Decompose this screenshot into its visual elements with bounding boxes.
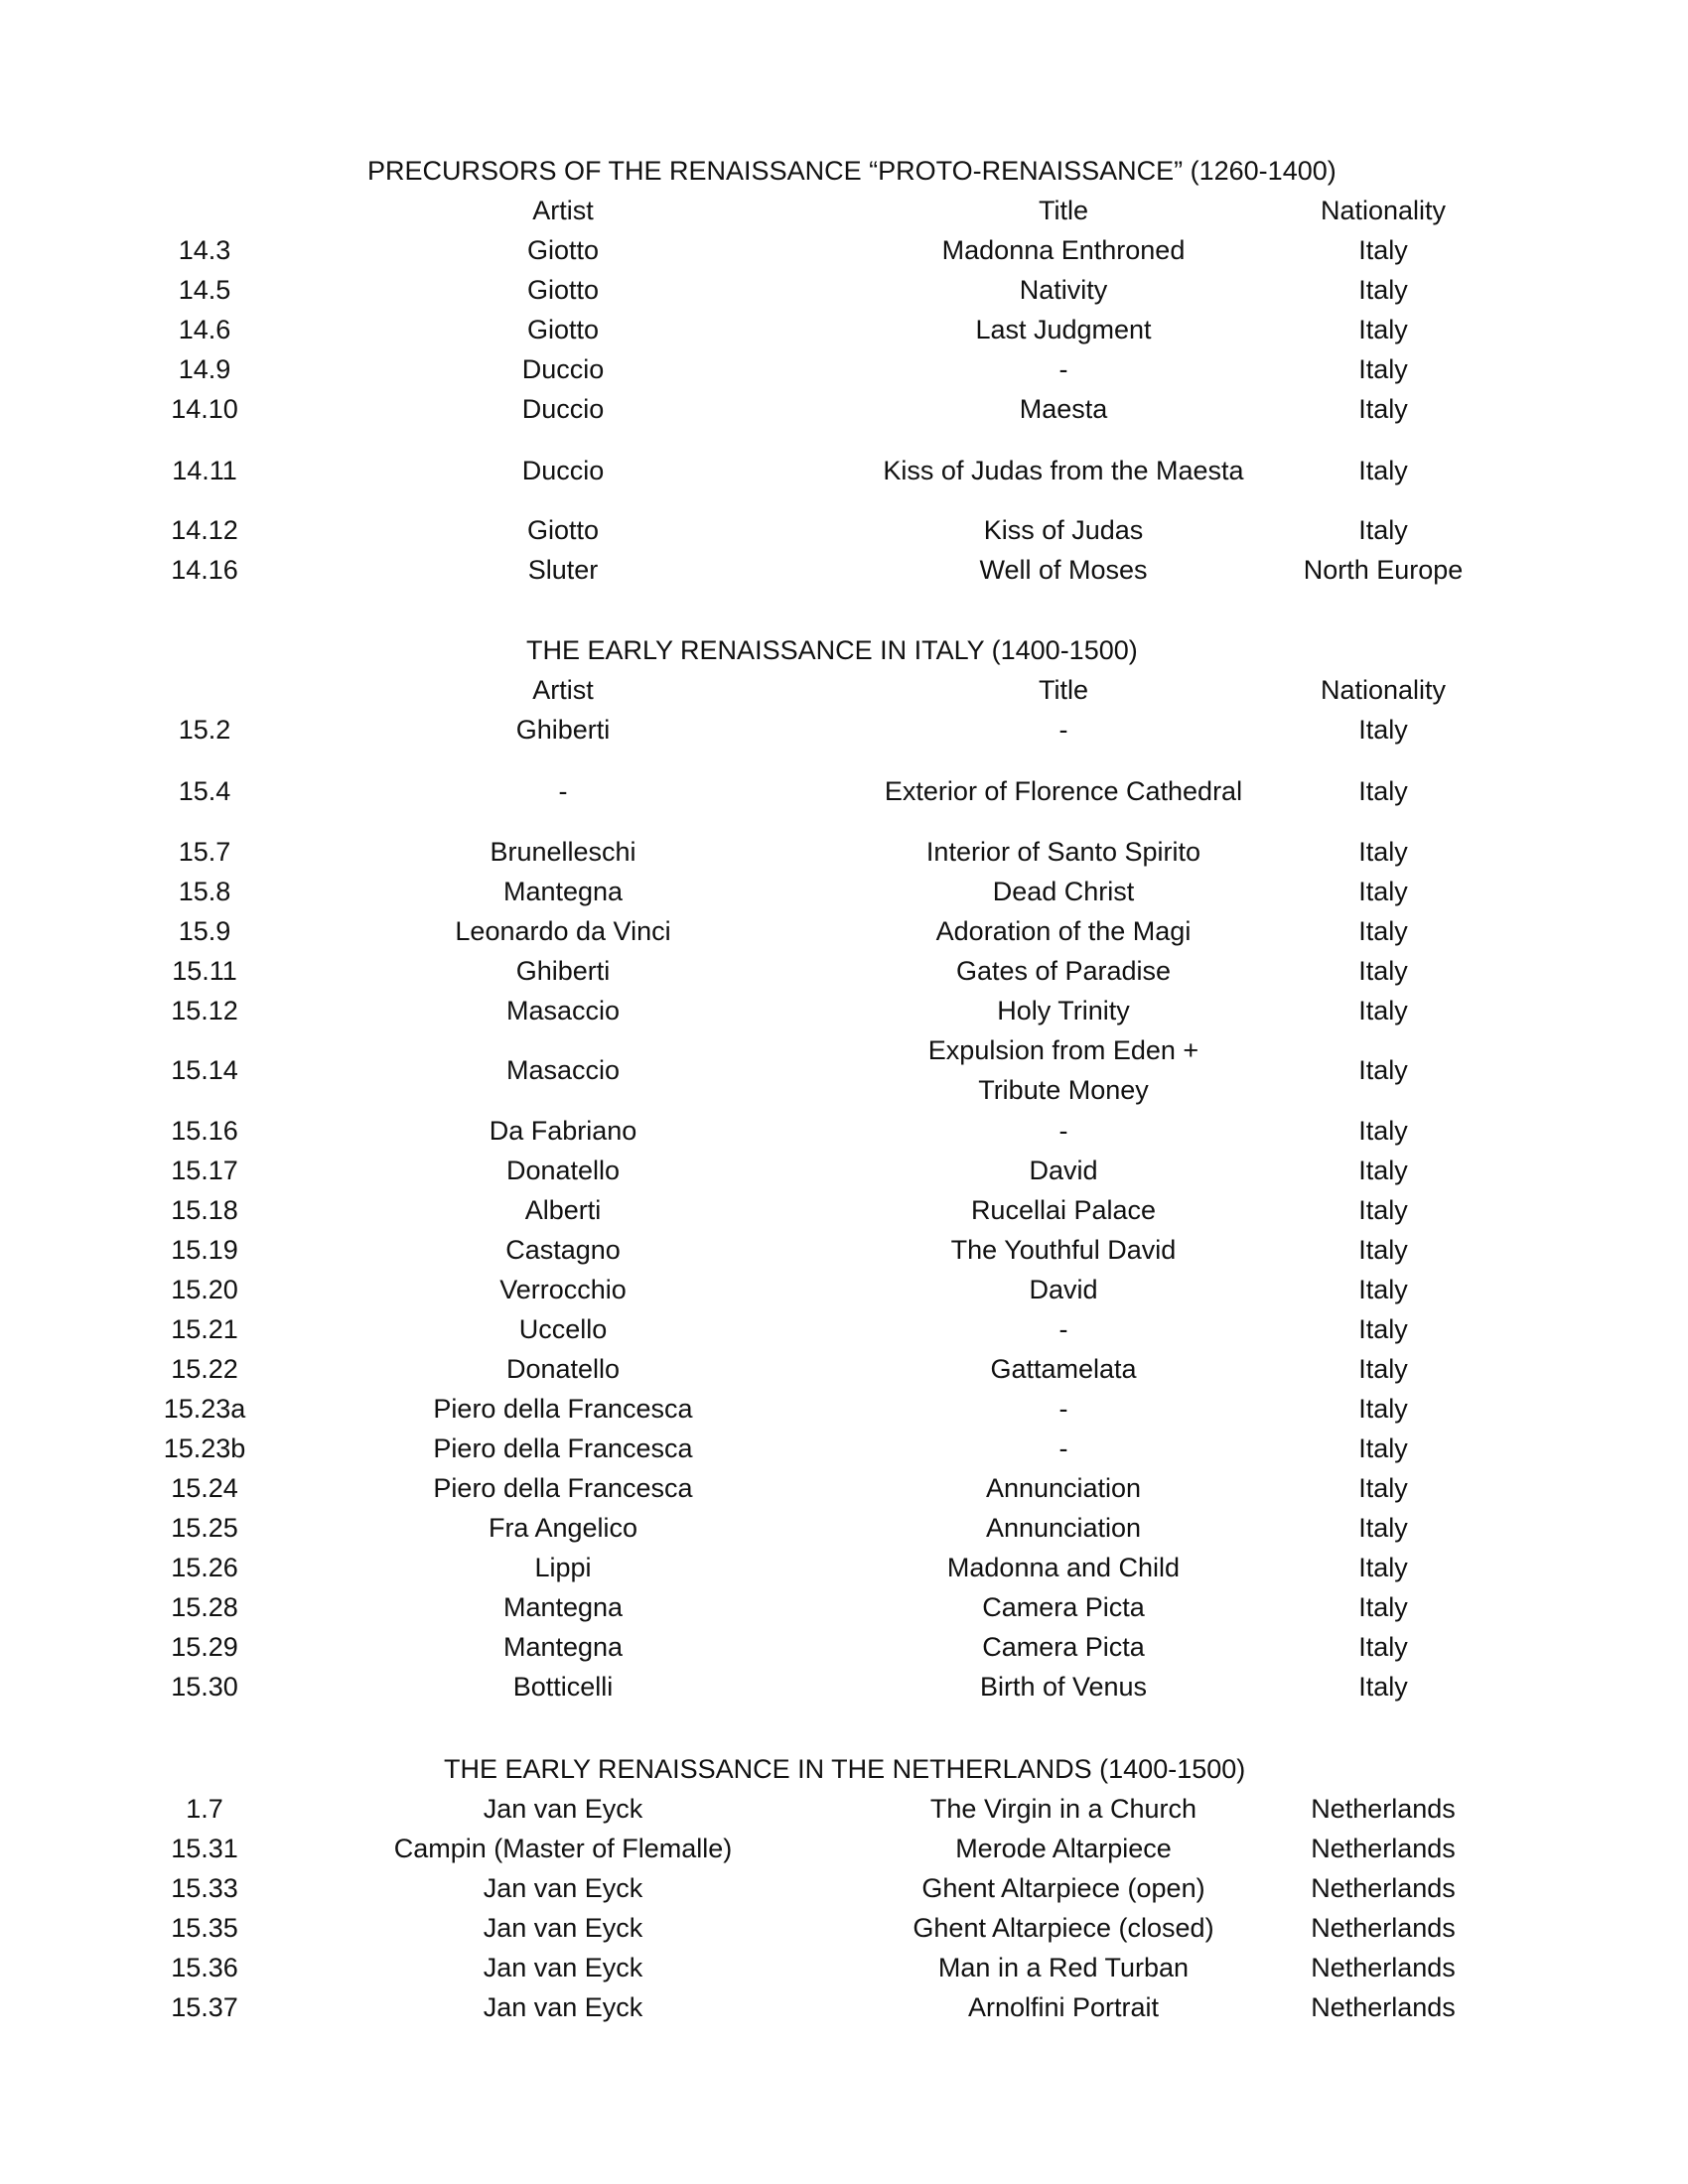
title-cell: Exterior of Florence Cathedral [884,776,1243,806]
section-title: THE EARLY RENAISSANCE IN ITALY (1400-1500) [526,635,1138,665]
nationality-cell: Italy [1358,315,1408,344]
title-cell: Kiss of Judas from the Maesta [883,456,1244,485]
figure-number: 14.11 [172,456,237,485]
nationality-cell: Italy [1358,1632,1408,1662]
title-cell: The Youthful David [950,1235,1177,1265]
artist-cell: Duccio [521,456,605,485]
table-row [0,1309,1688,1349]
table-row [0,431,1688,510]
figure-number: 14.5 [178,275,231,305]
artist-cell: Donatello [505,1354,621,1384]
title-cell: Ghent Altarpiece (open) [921,1873,1205,1903]
table-row [0,1429,1688,1468]
nationality-cell: Italy [1358,916,1408,946]
figure-number: 15.31 [171,1834,238,1863]
nationality-cell: Netherlands [1311,1913,1456,1943]
table-row [0,1508,1688,1548]
table-row [0,270,1688,310]
figure-number: 15.33 [171,1873,238,1903]
title-cell: David [1029,1275,1098,1304]
table-row [0,1868,1688,1908]
table-row [0,1230,1688,1270]
artist-cell: Donatello [505,1156,621,1185]
figure-number: 15.2 [178,715,231,745]
nationality-cell: Netherlands [1311,1953,1456,1982]
title-cell: Annunciation [985,1473,1142,1503]
nationality-cell: Netherlands [1311,1873,1456,1903]
figure-number: 15.21 [171,1314,238,1344]
nationality-cell: Italy [1358,1156,1408,1185]
title-cell: - [1058,1433,1068,1463]
nationality-cell: Italy [1358,837,1408,867]
artist-cell: Mantegna [502,1632,624,1662]
column-header-artist: Artist [532,675,594,705]
nationality-cell: Italy [1358,1195,1408,1225]
table-row [0,832,1688,872]
nationality-cell: Italy [1358,1672,1408,1702]
artist-cell: - [558,776,568,806]
title-cell: Expulsion from Eden + Tribute Money [927,1035,1199,1105]
nationality-cell: Italy [1358,956,1408,986]
figure-number: 15.24 [171,1473,238,1503]
artist-cell: Masaccio [505,1055,621,1085]
table-row [0,1548,1688,1587]
artist-cell: Giotto [526,235,600,265]
title-cell: Holy Trinity [997,996,1130,1025]
nationality-cell: Italy [1358,1116,1408,1146]
artist-cell: Jan van Eyck [483,1913,643,1943]
title-cell: The Virgin in a Church [929,1794,1197,1824]
title-cell: Camera Picta [982,1592,1145,1622]
table-row [0,1030,1688,1110]
title-cell: Kiss of Judas [983,515,1144,545]
table-row [0,1667,1688,1706]
figure-number: 14.16 [171,555,238,585]
figure-number: 15.30 [171,1672,238,1702]
column-header-nationality: Nationality [1320,675,1447,705]
artist-cell: Giotto [526,275,600,305]
nationality-cell: Netherlands [1311,1834,1456,1863]
table-row [0,1389,1688,1429]
nationality-cell: Italy [1358,354,1408,384]
figure-number: 15.12 [171,996,238,1025]
artist-cell: Sluter [527,555,599,585]
title-cell: Gattamelata [990,1354,1137,1384]
column-header-title: Title [1038,196,1088,225]
artist-cell: Ghiberti [515,956,611,986]
title-cell: Maesta [1019,394,1108,424]
nationality-cell: Italy [1358,1592,1408,1622]
title-cell: - [1058,1394,1068,1424]
table-row [0,510,1688,550]
title-cell: Birth of Venus [979,1672,1148,1702]
table-row [0,1627,1688,1667]
figure-number: 14.3 [178,235,231,265]
artist-cell: Da Fabriano [489,1116,637,1146]
table-row [0,1270,1688,1309]
nationality-cell: Italy [1358,1394,1408,1424]
artist-cell: Masaccio [505,996,621,1025]
figure-number: 15.7 [178,837,231,867]
table-row [0,1789,1688,1829]
title-cell: David [1029,1156,1098,1185]
figure-number: 15.14 [171,1055,238,1085]
artist-cell: Piero della Francesca [433,1394,693,1424]
artist-cell: Fra Angelico [488,1513,638,1543]
artist-cell: Giotto [526,315,600,344]
title-cell: - [1058,354,1068,384]
title-cell: Ghent Altarpiece (closed) [913,1913,1214,1943]
title-cell: Interior of Santo Spirito [925,837,1201,867]
section-title: THE EARLY RENAISSANCE IN THE NETHERLANDS (1400-1500) [444,1754,1246,1784]
nationality-cell: Italy [1358,456,1408,485]
column-header-row [0,670,1688,710]
column-header-nationality: Nationality [1320,196,1447,225]
nationality-cell: Italy [1358,1055,1408,1085]
nationality-cell: Italy [1358,1433,1408,1463]
artist-cell: Jan van Eyck [483,1873,643,1903]
section-title: PRECURSORS OF THE RENAISSANCE “PROTO-RENAISSANCE” (1260-1400) [367,156,1336,186]
table-row [0,751,1688,831]
figure-number: 14.12 [171,515,238,545]
table-row [0,911,1688,951]
table-row [0,1111,1688,1151]
figure-number: 15.17 [171,1156,238,1185]
title-cell: Annunciation [985,1513,1142,1543]
figure-number: 15.22 [171,1354,238,1384]
title-cell: Well of Moses [979,555,1148,585]
nationality-cell: Italy [1358,1473,1408,1503]
figure-number: 15.9 [178,916,231,946]
nationality-cell: Italy [1358,275,1408,305]
artist-cell: Duccio [521,354,605,384]
nationality-cell: Italy [1358,1235,1408,1265]
table-row [0,991,1688,1030]
title-cell: - [1058,1314,1068,1344]
nationality-cell: Italy [1358,1354,1408,1384]
artist-cell: Jan van Eyck [483,1992,643,2022]
table-row [0,1151,1688,1190]
title-cell: Arnolfini Portrait [967,1992,1160,2022]
table-row [0,1190,1688,1230]
artist-cell: Botticelli [512,1672,614,1702]
artist-cell: Giotto [526,515,600,545]
artist-cell: Mantegna [502,877,624,906]
figure-number: 15.23a [163,1394,246,1424]
table-row [0,1987,1688,2027]
figure-number: 15.35 [171,1913,238,1943]
figure-number: 15.18 [171,1195,238,1225]
title-cell: Gates of Paradise [955,956,1172,986]
nationality-cell: Italy [1358,1275,1408,1304]
table-row [0,310,1688,349]
table-row [0,1468,1688,1508]
nationality-cell: Italy [1358,877,1408,906]
table-row [0,1829,1688,1868]
title-cell: Adoration of the Magi [935,916,1192,946]
figure-number: 15.16 [171,1116,238,1146]
artist-cell: Brunelleschi [490,837,636,867]
nationality-cell: Italy [1358,1513,1408,1543]
nationality-cell: Italy [1358,515,1408,545]
artist-cell: Lippi [534,1553,592,1582]
title-cell: Last Judgment [975,315,1152,344]
artist-cell: Jan van Eyck [483,1953,643,1982]
figure-number: 15.23b [163,1433,246,1463]
column-header-row [0,191,1688,230]
figure-number: 15.11 [172,956,237,986]
figure-number: 14.10 [171,394,238,424]
table-row [0,389,1688,429]
nationality-cell: North Europe [1303,555,1464,585]
artist-cell: Castagno [505,1235,621,1265]
nationality-cell: Netherlands [1311,1992,1456,2022]
table-row [0,1587,1688,1627]
title-cell: - [1058,715,1068,745]
title-cell: Man in a Red Turban [937,1953,1190,1982]
table-row [0,1948,1688,1987]
figure-number: 15.26 [171,1553,238,1582]
nationality-cell: Italy [1358,1314,1408,1344]
figure-number: 1.7 [186,1794,223,1824]
nationality-cell: Italy [1358,776,1408,806]
artist-cell: Piero della Francesca [433,1473,693,1503]
title-cell: Nativity [1019,275,1108,305]
table-row [0,349,1688,389]
nationality-cell: Italy [1358,715,1408,745]
table-row [0,951,1688,991]
artist-cell: Uccello [518,1314,608,1344]
artist-cell: Ghiberti [515,715,611,745]
figure-number: 15.25 [171,1513,238,1543]
title-cell: Merode Altarpiece [955,1834,1172,1863]
table-row [0,710,1688,750]
nationality-cell: Italy [1358,996,1408,1025]
figure-number: 14.9 [178,354,231,384]
title-cell: - [1058,1116,1068,1146]
nationality-cell: Italy [1358,235,1408,265]
table-row [0,550,1688,590]
artist-cell: Duccio [521,394,605,424]
artist-cell: Verrocchio [499,1275,627,1304]
figure-number: 15.29 [171,1632,238,1662]
title-cell: Dead Christ [992,877,1135,906]
figure-number: 15.36 [171,1953,238,1982]
artist-cell: Leonardo da Vinci [455,916,671,946]
title-cell: Madonna Enthroned [941,235,1186,265]
nationality-cell: Netherlands [1311,1794,1456,1824]
figure-number: 15.19 [171,1235,238,1265]
figure-number: 15.8 [178,877,231,906]
artist-cell: Mantegna [502,1592,624,1622]
artist-cell: Jan van Eyck [483,1794,643,1824]
table-row [0,1908,1688,1948]
table-row [0,1349,1688,1389]
column-header-artist: Artist [532,196,594,225]
title-cell: Camera Picta [982,1632,1145,1662]
artist-cell: Piero della Francesca [433,1433,693,1463]
artist-cell: Alberti [524,1195,602,1225]
figure-number: 15.37 [171,1992,238,2022]
table-row [0,230,1688,270]
title-cell: Rucellai Palace [970,1195,1157,1225]
title-cell: Madonna and Child [946,1553,1181,1582]
nationality-cell: Italy [1358,1553,1408,1582]
artist-cell: Campin (Master of Flemalle) [393,1834,733,1863]
figure-number: 14.6 [178,315,231,344]
nationality-cell: Italy [1358,394,1408,424]
figure-number: 15.20 [171,1275,238,1304]
figure-number: 15.28 [171,1592,238,1622]
column-header-title: Title [1038,675,1088,705]
table-row [0,872,1688,911]
figure-number: 15.4 [178,776,231,806]
